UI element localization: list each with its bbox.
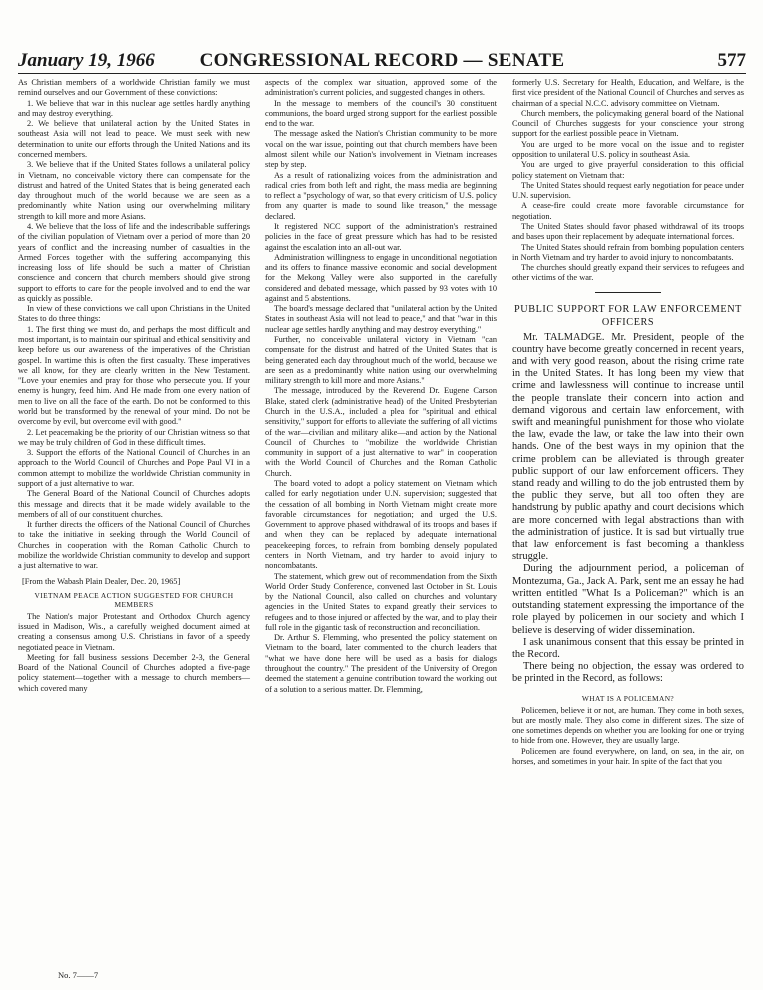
issue-date: January 19, 1966: [18, 50, 155, 71]
paragraph: aspects of the complex war situation, approved some of the administration's current policies, and suggested changes in others.: [265, 78, 497, 98]
page-number: 577: [717, 50, 746, 71]
paragraph: It registered NCC support of the administration's restrained policies in the face of great pressure which has had to be resisted against the escalation into an all-out war.: [265, 221, 497, 252]
article-subhead: VIETNAM PEACE ACTION SUGGESTED FOR CHURCH MEMBERS: [34, 590, 234, 609]
paragraph: The statement, which grew out of recommendation from the Sixth World Order Study Conference, convened last October in St. Louis by the National Council, also called on churches and voluntary agencies in the United States to expand greatly their services to refugees and to those injured or affected by the war, and to play their full role in the gigantic task of reconstruction and reconciliation.: [265, 571, 497, 632]
paragraph: The United States should favor phased withdrawal of its troops and bases upon their replacement by adequate international forces.: [512, 221, 744, 242]
paragraph: Church members, the policymaking general board of the National Council of Churches suggests for your conscience your strong support for the earliest possible peace in Vietnam.: [512, 108, 744, 139]
paragraph: The board's message declared that "unilateral action by the United States in southeast Asia will not lead to peace," and that "war in this nuclear age settles hardly anything and may destroy everything.": [265, 304, 497, 334]
speech-paragraph: I ask unanimous consent that this essay be printed in the Record.: [512, 636, 744, 660]
publication-title: CONGRESSIONAL RECORD — SENATE: [199, 50, 565, 71]
column-2: [265, 78, 497, 695]
paragraph: In the message to members of the council's 30 constituent communions, the board urged strong support for the earliest possible end to the war.: [265, 98, 497, 129]
paragraph: Policemen, believe it or not, are human. They come in both sexes, but are mostly male. They also come in different sizes. The size of one sometimes depends on whether you are looking for one or trying to hide from one. However, they are usually large.: [512, 705, 744, 746]
paragraph: As a result of rationalizing voices from the administration and radical cries from both left and right, the mass media are beginning to reflect a "psychology of war, so that every criticism of U.S. policy from any quarter is made to sound like treason," the message declared.: [265, 170, 497, 221]
paragraph: The churches should greatly expand their services to refugees and other victims of the war.: [512, 263, 744, 283]
paragraph: The Nation's major Protestant and Orthodox Church agency issued in Madison, Wis., a carefully weighed document aimed at creating a consensus among U.S. Christians in favor of a speedy negotiated peace in Vietnam.: [18, 611, 250, 652]
paragraph: You are urged to be more vocal on the issue and to register opposition to unilateral U.S. policy in southeast Asia.: [512, 139, 744, 159]
speech-paragraph: There being no objection, the essay was ordered to be printed in the Record, as follows:: [512, 661, 744, 685]
footer-number: No. 7——7: [58, 970, 99, 980]
section-divider: [595, 292, 661, 293]
paragraph: Administration willingness to engage in unconditional negotiation and its offers to finance massive economic and social development for the Mekong Valley were also supported in the carefully considered and debated message, which passed by 93 votes with 10 against and 5 abstentions.: [265, 252, 497, 303]
paragraph: 1. We believe that war in this nuclear age settles hardly anything and may destroy everything.: [18, 98, 250, 118]
header-rule: [18, 73, 746, 74]
paragraph: Meeting for fall business sessions December 2-3, the General Board of the National Council of Churches adopted a five-page policy statement—together with a message to church members—which covered many: [18, 652, 250, 693]
paragraph: The United States should refrain from bombing population centers in North Vietnam and try harder to avoid injury to noncombatants.: [512, 242, 744, 262]
paragraph: The message, introduced by the Reverend Dr. Eugene Carson Blake, stated clerk (administrative head) of the United Presbyterian Church in the U.S.A., included a plea for "spiritual and ethical sensitivity," support for efforts to alleviate the suffering of all victims of the war—civilian and military alike—and action by the National Council of Churches to "mobilize the worldwide Christian community in support of a just alternative to war" in cooperation with the World Council of Churches and the Roman Catholic Church.: [265, 386, 497, 478]
column-1: [18, 78, 250, 694]
paragraph: The United States should request early negotiation for peace under U.N. supervision.: [512, 180, 744, 201]
paragraph: You are urged to give prayerful consideration to this official policy statement on Vietnam that:: [512, 160, 744, 180]
paragraph: Policemen are found everywhere, on land, on sea, in the air, on horses, and sometimes in your hair. In spite of the fact that you: [512, 746, 744, 766]
paragraph: The General Board of the National Council of Churches adopts this message and directs that it be made widely available to the members of all of our constituent churches.: [18, 489, 250, 519]
paragraph: 1. The first thing we must do, and perhaps the most difficult and most important, is to maintain our spiritual and ethical sensitivity and keep before us our awareness of the imperatives of the Christian gospel. In wartime this is often the first casualty. These imperatives we all know, for they are clearly written in the New Testament. "Love your enemies and pray for those who persecute you. If your enemy is hungry, feed him. And He made from one every nation of men to live on all the face of the earth. Do not be conformed to this world but be transformed by the renewal of your mind. Do not be overcome by evil, but overcome evil with good.": [18, 324, 250, 427]
paragraph: In view of these convictions we call upon Christians in the United States to do three things:: [18, 304, 250, 324]
paragraph: It further directs the officers of the National Council of Churches to take the initiative in seeking through the World Council of Churches in cooperation with the Roman Catholic Church to mobilize the worldwide Christian community to develop and support a just alternative to war.: [18, 520, 250, 571]
paragraph: Further, no conceivable unilateral victory in Vietnam "can compensate for the distrust and hatred of the United States that is being generated each day throughout much of the world, because we are seen as a predominantly white nation using our overwhelming military strength to kill more and more Asians.": [265, 335, 497, 386]
paragraph: A cease-fire could create more favorable circumstance for negotiation.: [512, 201, 744, 221]
column-3: [512, 78, 744, 767]
speech-paragraph: Mr. TALMADGE. Mr. President, people of the country have become greatly concerned in recent years, and with very good reason, about the rising crime rate in the United States. It has long been my view that crime and lawlessness will continue to increase until the people translate their concern into action and demand vigorous and certain law enforcement, with swift and meaningful punishment for those who violate the law, evade the law, or take the law into their own hands. One of the best ways in my opinion that the crime problem can be alleviated is through greater public support of our law enforcement officers. They stand ready and willing to do the job entrusted them by the public they serve, but all too often they are handstrung by public apathy and court decisions which are more concerned with legal abstractions than with the administration of justice. It is sad but virtually true that law enforcement is fast becoming a thankless struggle.: [512, 331, 744, 563]
paragraph: 3. Support the efforts of the National Council of Churches in an approach to the World Council of Churches and Pope Paul VI in a common attempt to mobilize the worldwide Christian community in support of a just alternative to war.: [18, 448, 250, 488]
page-header: [18, 50, 746, 74]
essay-title: WHAT IS A POLICEMAN?: [581, 693, 675, 703]
paragraph: As Christian members of a worldwide Christian family we must remind ourselves and our Government of these convictions:: [18, 78, 250, 98]
paragraph: 2. We believe that unilateral action by the United States in southeast Asia will not lead to peace. We must seek with new determination to unite our efforts through the United Nations and its concerned members.: [18, 119, 250, 159]
paragraph: The message asked the Nation's Christian community to be more vocal on the war issue, pointing out that church members have been almost silent while our Nation's involvement in Vietnam increases step by step.: [265, 129, 497, 170]
paragraph: Dr. Arthur S. Flemming, who presented the policy statement on Vietnam to the board, later commented to the church leaders that "what we have done here will be used as a basis for dialogs throughout the country." The president of the University of Oregon deemed the statement a genuine contribution toward the working out of a solution to a serious matter. Dr. Flemming,: [265, 633, 497, 694]
paragraph: 2. Let peacemaking be the priority of our Christian witness so that we may be truly children of God in these difficult times.: [18, 427, 250, 447]
paragraph: 3. We believe that if the United States follows a unilateral policy in Vietnam, no conceivable victory there can compensate for the distrust and hatred of the United States that is being generated each day throughout much of the world because we are seen as a predominantly white Nation using our overwhelming military strength to kill more and more Asians.: [18, 160, 250, 221]
paragraph: formerly U.S. Secretary for Health, Education, and Welfare, is the first vice president of the National Council of Churches and serves as chairman of a special N.C.C. advisory committee on Vietnam.: [512, 78, 744, 108]
paragraph: 4. We believe that the loss of life and the indescribable sufferings of the civilian population of Vietnam over a period of more than 20 years of conflict and the increasing number of casualties in the Armed Forces together with the suffering accompanying this increasing loss of life should be such a matter of Christian conscience and concern that church members should give strong support to efforts to care for the people involved and to end the war as quickly as possible.: [18, 221, 250, 303]
source-citation: [From the Wabash Plain Dealer, Dec. 20, 1965]: [22, 576, 181, 586]
paragraph: The board voted to adopt a policy statement on Vietnam which called for early negotiation under U.N. supervision; suggested that the cessation of all bombing in North Vietnam might create more favorable circumstances for negotiation; and urged the U.S. Government to approve phased withdrawal of its troops and bases if and when they can be replaced by adequate international peacekeeping forces, to refrain from bombing densely populated centers in North Vietnam, and try harder to avoid injury to noncombatants.: [265, 478, 497, 571]
section-title: PUBLIC SUPPORT FOR LAW ENFORCEMENT OFFICERS: [513, 303, 743, 328]
speech-paragraph: During the adjournment period, a policeman of Montezuma, Ga., Jack A. Park, sent me an essay he had written entitled "What Is a Policeman?" which is an outstanding statement expressing the importance of the role played by policemen in our society and which I believe is deserving of wider dissemination.: [512, 563, 744, 636]
